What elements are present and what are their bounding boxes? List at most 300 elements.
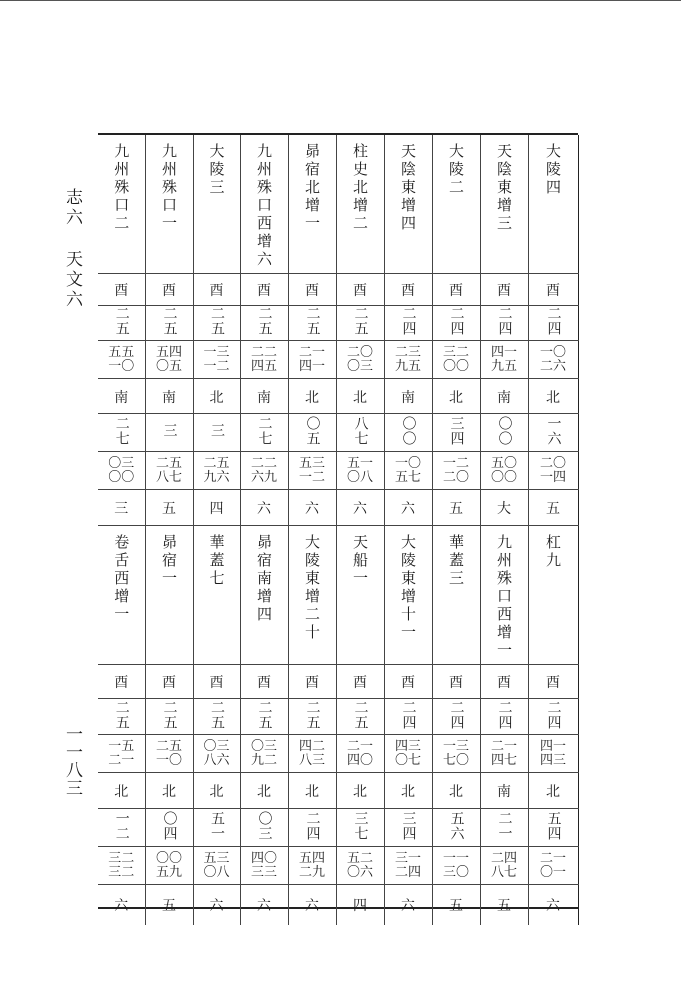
cell-number: 三 [161, 423, 178, 438]
cell-pair [98, 346, 145, 374]
cell-pair-line: 五三 [298, 455, 325, 471]
cell-pair-line: 一四 [539, 469, 566, 485]
cell-pair [529, 346, 578, 374]
cell-text: 六 [305, 898, 319, 915]
cell-text: 南 [257, 389, 271, 406]
cell-number: 二五 [256, 699, 273, 730]
cell-text: 北 [305, 389, 319, 406]
cell-pair-line: 五四 [298, 850, 325, 866]
cell-pair-line: 一五 [108, 738, 135, 754]
table-cell [528, 773, 578, 809]
table-cell [193, 665, 240, 699]
table-cell [384, 735, 432, 773]
cell-pair-line: 二一 [298, 344, 325, 360]
table-cell [98, 341, 145, 379]
cell-number: 二五 [209, 306, 225, 336]
cell-pair-line: 四三 [394, 738, 421, 754]
cell-pair-line: 九五 [394, 358, 421, 374]
table-cell [98, 699, 145, 735]
cell-text: 六 [401, 501, 415, 517]
table-cell [98, 306, 145, 341]
cell-pair [146, 457, 193, 485]
cell-pair-line: 四一 [539, 738, 566, 754]
table-cell [98, 274, 145, 306]
cell-pair-line: 五五 [108, 344, 135, 360]
cell-text: 南 [162, 389, 176, 406]
cell-pair-line: 九五 [490, 358, 517, 374]
table-cell [480, 414, 528, 452]
table-cell [240, 452, 288, 490]
cell-pair-line: 三二 [442, 344, 469, 360]
cell-pair-line: 四〇 [250, 850, 277, 866]
table-cell [432, 665, 480, 699]
cell-pair-line: 二二 [250, 455, 277, 471]
table-cell [240, 699, 288, 735]
cell-pair-line: 一二 [203, 358, 230, 374]
table-cell [98, 526, 145, 665]
table-cell [528, 526, 578, 665]
table-cell [240, 274, 288, 306]
cell-number: 五六 [448, 810, 465, 841]
table-cell [336, 665, 384, 699]
cell-number: 二四 [448, 699, 465, 730]
star-name: 柱史北增二 [351, 143, 369, 233]
table-cell [528, 306, 578, 341]
cell-pair-line: 一〇 [539, 344, 566, 360]
cell-number: 二四 [545, 306, 562, 336]
table-cell [288, 773, 336, 809]
cell-pair [385, 346, 432, 374]
cell-pair-line: 二三 [394, 344, 421, 360]
cell-text: 六 [401, 898, 415, 915]
table-cell [288, 735, 336, 773]
cell-pair [481, 346, 528, 374]
star-name: 天陰東增四 [399, 143, 417, 233]
star-name: 天陰東增三 [495, 143, 513, 233]
table-cell [528, 699, 578, 735]
cell-text: 北 [449, 389, 463, 406]
table-cell [288, 452, 336, 490]
cell-number: 〇四 [161, 810, 178, 841]
table-cell [336, 773, 384, 809]
cell-text: 五 [162, 501, 176, 517]
cell-number: 三四 [448, 415, 465, 446]
table-row [98, 885, 578, 925]
star-name: 華蓋三 [447, 534, 465, 588]
table-cell [288, 809, 336, 847]
table-cell [336, 379, 384, 414]
cell-number: 一六 [545, 415, 562, 446]
cell-pair-line: 二五 [155, 738, 182, 754]
cell-text: 六 [209, 898, 224, 915]
table-cell [193, 885, 240, 925]
cell-number: 〇三 [256, 810, 273, 841]
table-cell [240, 379, 288, 414]
cell-pair-line: 二五 [155, 455, 182, 471]
table-cell [384, 452, 432, 490]
cell-number: 三七 [352, 810, 369, 841]
star-name: 大陵二 [447, 143, 465, 197]
cell-text: 北 [209, 389, 224, 406]
cell-text: 酉 [305, 675, 319, 691]
cell-text: 酉 [353, 283, 367, 299]
table-cell [528, 341, 578, 379]
table-cell [480, 665, 528, 699]
table-cell [240, 306, 288, 341]
cell-number: 〇〇 [496, 415, 513, 446]
cell-text: 三 [114, 501, 129, 517]
table-cell [432, 885, 480, 925]
cell-text: 大 [497, 501, 511, 517]
table-cell [98, 773, 145, 809]
table-cell [98, 414, 145, 452]
cell-pair-line: 二五 [203, 455, 230, 471]
table-cell [145, 885, 193, 925]
table-cell [384, 379, 432, 414]
table-cell [432, 379, 480, 414]
cell-pair [146, 346, 193, 374]
table-cell [193, 526, 240, 665]
table-cell [384, 885, 432, 925]
table-cell [384, 135, 432, 274]
table-cell [336, 847, 384, 885]
cell-pair [337, 346, 384, 374]
cell-pair-line: 三〇 [442, 864, 469, 880]
cell-pair [481, 740, 528, 768]
table-cell [384, 809, 432, 847]
table-cell [288, 699, 336, 735]
table-cell [384, 341, 432, 379]
table-cell [240, 665, 288, 699]
table-cell [336, 135, 384, 274]
table-cell [145, 274, 193, 306]
cell-pair [481, 852, 528, 880]
table-cell [145, 665, 193, 699]
cell-text: 北 [305, 784, 319, 800]
star-name: 大陵東增十一 [399, 534, 417, 642]
cell-pair [433, 457, 480, 485]
cell-number: 〇〇 [400, 415, 417, 446]
table-cell [480, 847, 528, 885]
table-row [98, 274, 578, 306]
cell-pair-line: 〇三 [108, 455, 135, 471]
cell-pair [146, 740, 193, 768]
cell-pair-line: 五四 [155, 344, 182, 360]
cell-pair [146, 852, 193, 880]
table-cell [193, 135, 240, 274]
cell-pair-line: 四一 [298, 358, 325, 374]
star-name: 大陵三 [207, 143, 226, 197]
table-row [98, 526, 578, 665]
table-cell [480, 885, 528, 925]
table-cell [288, 665, 336, 699]
cell-text: 五 [449, 898, 463, 915]
cell-pair-line: 二〇 [346, 344, 373, 360]
cell-text: 六 [114, 898, 129, 915]
star-table-frame [98, 133, 578, 915]
cell-text: 北 [162, 784, 176, 800]
cell-pair-line: 一〇 [394, 455, 421, 471]
cell-pair [385, 740, 432, 768]
cell-pair [241, 852, 288, 880]
cell-pair-line: 五一 [346, 455, 373, 471]
cell-pair-line: 〇一 [539, 864, 566, 880]
table-cell [528, 847, 578, 885]
cell-number: 二四 [496, 699, 513, 730]
table-cell [432, 699, 480, 735]
table-cell [528, 274, 578, 306]
table-cell [384, 773, 432, 809]
table-cell [480, 135, 528, 274]
table-cell [145, 414, 193, 452]
cell-text: 酉 [449, 675, 463, 691]
cell-text: 北 [449, 784, 463, 800]
table-cell [432, 414, 480, 452]
cell-pair-line: 四三 [539, 752, 566, 768]
table-cell [288, 379, 336, 414]
cell-text: 北 [353, 784, 367, 800]
table-row [98, 773, 578, 809]
cell-number: 二五 [209, 699, 225, 730]
cell-text: 酉 [209, 675, 224, 691]
table-cell [384, 414, 432, 452]
table-cell [240, 526, 288, 665]
table-cell [336, 414, 384, 452]
cell-pair-line: 五二 [346, 850, 373, 866]
table-cell [336, 274, 384, 306]
cell-pair-line: 二一 [490, 738, 517, 754]
cell-pair [529, 852, 578, 880]
cell-text: 酉 [497, 675, 511, 691]
table-row [98, 135, 578, 274]
table-cell [288, 274, 336, 306]
table-cell [288, 847, 336, 885]
cell-pair [337, 852, 384, 880]
cell-text: 六 [257, 501, 271, 517]
table-cell [528, 735, 578, 773]
cell-text: 酉 [162, 283, 176, 299]
table-cell [98, 847, 145, 885]
table-cell [193, 735, 240, 773]
table-cell [336, 490, 384, 526]
table-cell [240, 414, 288, 452]
cell-text: 酉 [209, 283, 224, 299]
table-cell [145, 452, 193, 490]
table-cell [432, 135, 480, 274]
cell-pair-line: 〇〇 [108, 469, 135, 485]
cell-text: 北 [257, 784, 271, 800]
cell-text: 南 [497, 389, 511, 406]
table-cell [480, 306, 528, 341]
cell-number: 二七 [113, 415, 130, 446]
table-cell [480, 773, 528, 809]
table-cell [384, 665, 432, 699]
table-cell [193, 414, 240, 452]
table-cell [288, 885, 336, 925]
table-row [98, 452, 578, 490]
cell-text: 北 [546, 389, 560, 406]
star-name: 九州殊口西增六 [255, 143, 273, 269]
table-cell [193, 809, 240, 847]
cell-text: 酉 [305, 283, 319, 299]
cell-pair-line: 〇八 [346, 469, 373, 485]
table-cell [145, 809, 193, 847]
table-cell [480, 699, 528, 735]
cell-number: 二四 [400, 699, 417, 730]
table-cell [432, 735, 480, 773]
table-cell [336, 341, 384, 379]
cell-pair [529, 740, 578, 768]
cell-text: 五 [546, 501, 560, 517]
table-cell [145, 847, 193, 885]
cell-pair-line: 一〇 [155, 752, 182, 768]
cell-pair [433, 346, 480, 374]
cell-text: 四 [353, 898, 367, 915]
table-cell [240, 135, 288, 274]
cell-pair-line: 五七 [394, 469, 421, 485]
cell-number: 二七 [256, 415, 273, 446]
table-cell [193, 847, 240, 885]
table-cell [336, 735, 384, 773]
table-cell [193, 306, 240, 341]
cell-pair-line: 〇〇 [442, 358, 469, 374]
table-row [98, 490, 578, 526]
table-cell [432, 452, 480, 490]
table-cell [193, 773, 240, 809]
cell-pair-line: 一〇 [108, 358, 135, 374]
cell-text: 五 [162, 898, 176, 915]
cell-pair-line: 八三 [298, 752, 325, 768]
table-cell [288, 306, 336, 341]
table-cell [528, 490, 578, 526]
star-name: 昴宿北增一 [303, 143, 321, 233]
cell-text: 酉 [257, 283, 271, 299]
cell-pair-line: 四五 [250, 358, 277, 374]
cell-number: 二四 [304, 810, 321, 841]
table-cell [288, 526, 336, 665]
table-cell [145, 735, 193, 773]
cell-text: 酉 [114, 675, 129, 691]
table-cell [384, 847, 432, 885]
star-name: 九州殊口二 [112, 143, 131, 233]
table-cell [384, 306, 432, 341]
cell-pair-line: 三二 [108, 864, 135, 880]
cell-text: 六 [353, 501, 367, 517]
table-cell [145, 341, 193, 379]
table-cell [528, 379, 578, 414]
cell-pair [433, 740, 480, 768]
cell-pair-line: 〇八 [203, 864, 230, 880]
cell-number: 二五 [352, 699, 369, 730]
table-cell [288, 135, 336, 274]
cell-pair [289, 346, 336, 374]
cell-pair-line: 〇三 [346, 358, 373, 374]
cell-number: 二五 [113, 699, 130, 730]
table-cell [193, 490, 240, 526]
cell-text: 酉 [257, 675, 271, 691]
cell-text: 酉 [162, 675, 176, 691]
table-cell [240, 773, 288, 809]
table-row [98, 665, 578, 699]
table-cell [98, 665, 145, 699]
table-cell [193, 452, 240, 490]
star-name: 昴宿一 [160, 534, 178, 588]
table-cell [432, 490, 480, 526]
cell-number: 五四 [545, 810, 562, 841]
table-row [98, 735, 578, 773]
table-cell [98, 809, 145, 847]
cell-pair-line: 一一 [442, 850, 469, 866]
cell-number: 五一 [209, 810, 225, 841]
cell-pair-line: 四〇 [346, 752, 373, 768]
cell-pair [433, 852, 480, 880]
table-cell [384, 274, 432, 306]
star-name: 九州殊口西增一 [495, 534, 513, 660]
cell-pair-line: 二〇 [539, 455, 566, 471]
table-cell [240, 735, 288, 773]
cell-number: 三四 [400, 810, 417, 841]
cell-text: 酉 [546, 675, 560, 691]
table-row [98, 414, 578, 452]
table-cell [240, 490, 288, 526]
cell-pair [241, 457, 288, 485]
table-row [98, 809, 578, 847]
table-row [98, 379, 578, 414]
cell-text: 酉 [401, 283, 415, 299]
table-cell [145, 526, 193, 665]
table-cell [432, 306, 480, 341]
cell-pair-line: 一二 [298, 469, 325, 485]
table-cell [480, 452, 528, 490]
cell-text: 酉 [353, 675, 367, 691]
cell-pair-line: 二二 [250, 344, 277, 360]
cell-text: 四 [209, 501, 224, 517]
cell-number: 一二 [113, 810, 130, 841]
table-cell [384, 490, 432, 526]
cell-pair-line: 二一 [346, 738, 373, 754]
cell-pair-line: 一二 [442, 455, 469, 471]
cell-pair [241, 740, 288, 768]
cell-number: 二五 [161, 699, 178, 730]
table-cell [240, 809, 288, 847]
cell-pair-line: 二四 [394, 864, 421, 880]
cell-pair [289, 852, 336, 880]
table-cell [336, 699, 384, 735]
table-cell [432, 526, 480, 665]
cell-text: 南 [401, 389, 415, 406]
cell-pair-line: 二九 [298, 864, 325, 880]
table-cell [98, 735, 145, 773]
cell-pair-line: 三二 [108, 850, 135, 866]
table-cell [240, 847, 288, 885]
cell-text: 酉 [401, 675, 415, 691]
cell-pair-line: 四七 [490, 752, 517, 768]
cell-pair-line: 一三 [203, 344, 230, 360]
table-cell [480, 341, 528, 379]
cell-pair-line: 〇〇 [155, 850, 182, 866]
cell-pair [385, 457, 432, 485]
cell-number: 二五 [256, 306, 273, 336]
table-cell [288, 414, 336, 452]
page-top-rule [0, 0, 681, 1]
cell-text: 酉 [546, 283, 560, 299]
cell-pair-line: 五三 [203, 850, 230, 866]
cell-pair [481, 457, 528, 485]
cell-number: 二五 [161, 306, 178, 336]
star-name: 昴宿南增四 [255, 534, 273, 624]
table-cell [145, 379, 193, 414]
cell-number: 二一 [496, 810, 513, 841]
